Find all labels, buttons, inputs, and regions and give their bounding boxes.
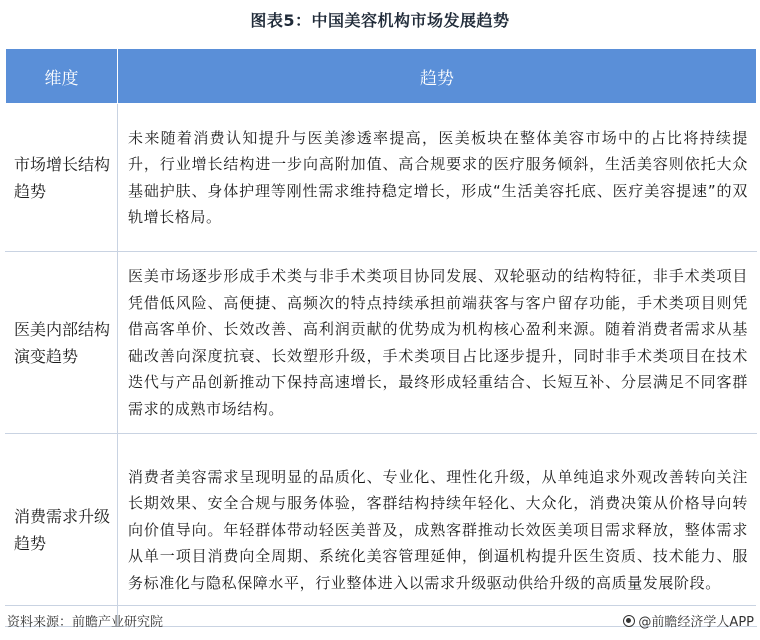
table-row (6, 434, 757, 627)
trend-cell: 未来随着消费认知提升与医美渗透率提高，医美板块在整体美容市场中的占比将持续提升，行业增长结构进一步向高附加值、高合规要求的医疗服务倾斜，生活美容则依托大众基础护肤、身体护理等刚性需求维持稳定增长，形成“生活美容托底、医疗美容提速”的双轨增长格局。 (118, 104, 757, 252)
trend-cell: 医美市场逐步形成手术类与非手术类项目协同发展、双轮驱动的结构特征，非手术类项目凭借低风险、高便捷、高频次的特点持续承担前端获客与客户留存功能，手术类项目则凭借高客单价、长效改善、高利润贡献的优势成为机构核心盈利来源。随着消费者需求从基础改善向深度抗衰、长效塑形升级，手术类项目占比逐步提升，同时非手术类项目在技术迭代与产品创新推动下保持高速增长，最终形成轻重结合、长短互补、分层满足不同客群需求的成熟市场结构。 (118, 252, 757, 434)
source-note: 资料来源：前瞻产业研究院 (7, 615, 164, 630)
dimension-cell: 消费需求升级趋势 (6, 434, 118, 627)
brand-credit (623, 611, 754, 630)
dimension-cell: 市场增长结构趋势 (6, 104, 118, 252)
footer (0, 611, 760, 633)
dimension-cell: 医美内部结构演变趋势 (6, 252, 118, 434)
trend-cell: 消费者美容需求呈现明显的品质化、专业化、理性化升级，从单纯追求外观改善转向关注长期效果、安全合规与服务体验，客群结构持续年轻化、大众化，消费决策从价格导向转向价值导向。年轻群体带动轻医美普及，成熟客群推动长效医美项目需求释放，整体需求从单一项目消费向全周期、系统化美容管理延伸，倒逼机构提升医生资质、技术能力、服务标准化与隐私保障水平，行业整体进入以需求升级驱动供给升级的高质量发展阶段。 (118, 434, 757, 627)
qianzhan-logo-icon (623, 615, 635, 627)
table-row (6, 104, 757, 252)
table-row (6, 252, 757, 434)
table-header-row (6, 48, 757, 104)
header-dimension: 维度 (6, 48, 118, 104)
footer-divider (5, 605, 756, 606)
header-trend: 趋势 (118, 48, 757, 104)
figure-title: 图表5：中国美容机构市场发展趋势 (250, 11, 510, 30)
brand-label: @前瞻经济学人APP (638, 615, 754, 630)
trend-table (5, 47, 757, 627)
